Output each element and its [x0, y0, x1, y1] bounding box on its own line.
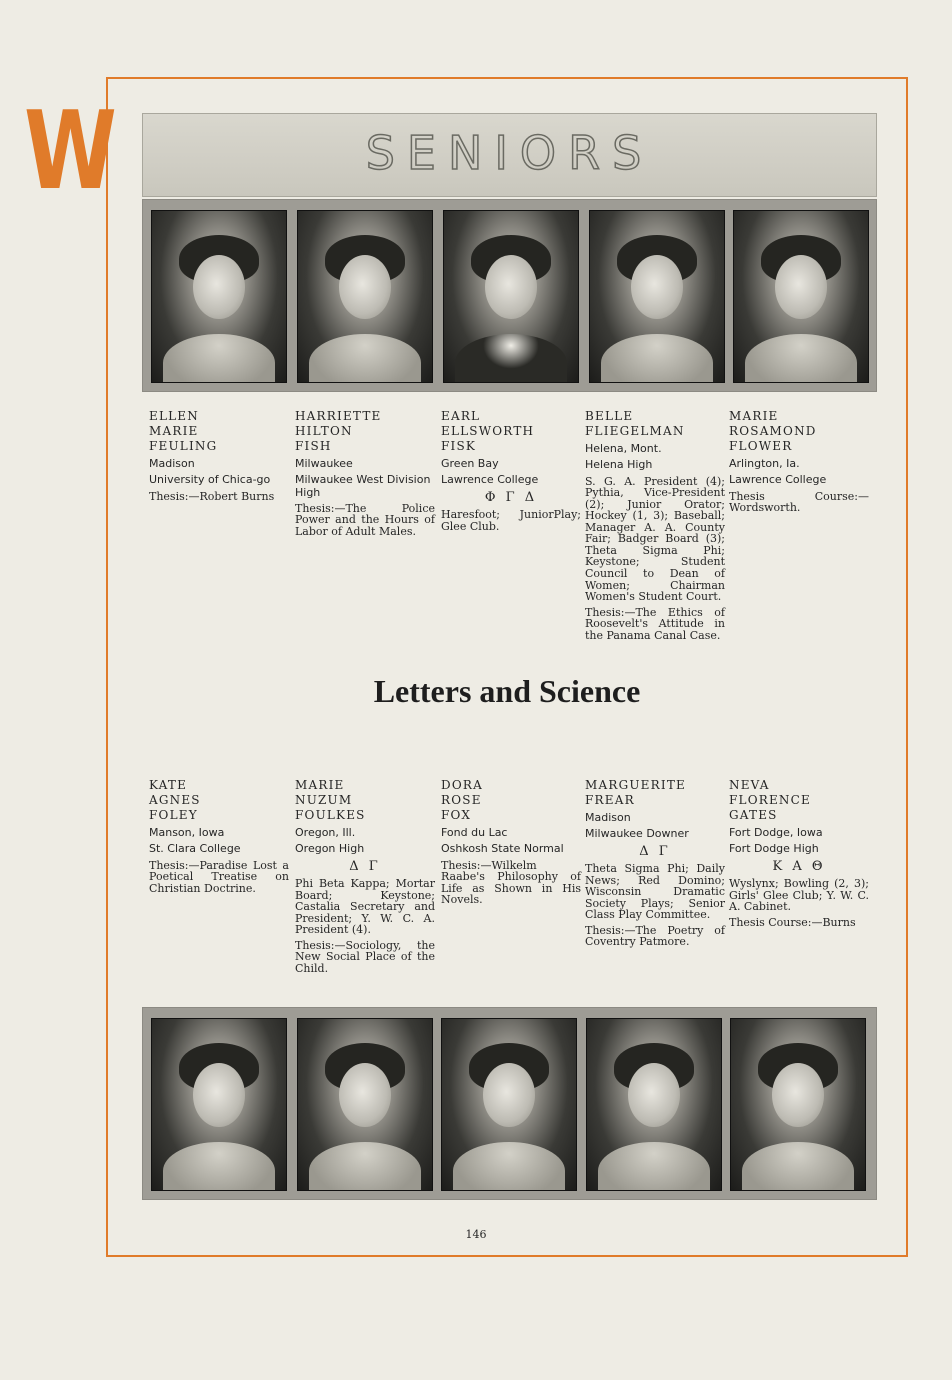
- entry-text: Thesis:—Wilkelm Raabe's Philosophy of Life as Shown in His Novels.: [441, 858, 581, 907]
- bottom-photo-strip: [142, 1007, 877, 1200]
- hometown: Fond du Lac: [441, 826, 508, 839]
- hometown: Madison: [149, 457, 195, 470]
- entry-text: S. G. A. President (4); Pythia, Vice-President (2); Junior Orator; Hockey (1, 3); Baseball; Manager A. A. County Fair; Badger Board (3); Theta Sigma Phi; Keystone; Student Council to Dean of Women; Chairman Women's Student Court.: [585, 474, 725, 604]
- prior-school: Fort Dodge High: [729, 842, 819, 856]
- fraternity-letters: Δ Γ: [639, 843, 671, 859]
- senior-entry: [729, 778, 869, 928]
- entry-text: Thesis:—The Police Power and the Hours of Labor of Adult Males.: [295, 501, 435, 539]
- senior-entry: [441, 409, 581, 532]
- hometown: Fort Dodge, Iowa: [729, 826, 823, 839]
- hometown: Milwaukee: [295, 457, 353, 470]
- entry-text: Thesis:—Paradise Lost a Poetical Treatise on Christian Doctrine.: [149, 858, 289, 895]
- prior-school: Milwaukee West Division High: [295, 473, 431, 499]
- student-name: DORA ROSE FOX: [441, 778, 483, 822]
- entry-text: Theta Sigma Phi; Daily News; Red Domino; Wisconsin Dramatic Society Plays; Senior Class Play Committee.: [585, 862, 725, 922]
- portrait-photo: [441, 1018, 577, 1191]
- senior-entry: [441, 778, 581, 906]
- portrait-photo: [443, 210, 579, 383]
- thesis-text: Thesis:—Sociology, the New Social Place of the Child.: [295, 938, 435, 975]
- prior-school: Oshkosh State Normal: [441, 842, 564, 856]
- entry-text: Phi Beta Kappa; Mortar Board; Keystone; Castalia Secretary and President; Y. W. C. A. President (4).: [295, 877, 435, 937]
- prior-school: Lawrence College: [441, 473, 539, 487]
- senior-entry: [585, 778, 725, 948]
- senior-entry: [149, 409, 289, 502]
- prior-school: Milwaukee Downer: [585, 827, 689, 841]
- seniors-banner: [142, 113, 877, 197]
- prior-school: Helena High: [585, 458, 653, 472]
- student-name: KATE AGNES FOLEY: [149, 778, 201, 822]
- senior-entry: [729, 409, 869, 514]
- prior-school: Oregon High: [295, 842, 365, 856]
- fraternity-letters: Φ Γ Δ: [484, 489, 538, 505]
- portrait-photo: [297, 210, 433, 383]
- senior-entry: [295, 778, 435, 975]
- senior-entry: [295, 409, 435, 538]
- student-name: NEVA FLORENCE GATES: [729, 778, 811, 822]
- student-name: ELLEN MARIE FEULING: [149, 409, 218, 453]
- student-name: MARGUERITE FREAR: [585, 778, 686, 807]
- entry-text: Wyslynx; Bowling (2, 3); Girls' Glee Club; Y. W. C. A. Cabinet.: [729, 877, 869, 914]
- fraternity-letters: Δ Γ: [349, 858, 381, 874]
- student-name: HARRIETTE HILTON FISH: [295, 409, 382, 453]
- w-logo: W: [24, 89, 117, 214]
- portrait-photo: [586, 1018, 722, 1191]
- prior-school: Lawrence College: [729, 473, 827, 487]
- hometown: Manson, Iowa: [149, 826, 225, 839]
- portrait-photo: [151, 210, 287, 383]
- page-number: 146: [465, 1228, 487, 1241]
- hometown: Helena, Mont.: [585, 442, 662, 455]
- hometown: Green Bay: [441, 457, 499, 470]
- banner-title: SENIORS: [365, 126, 654, 180]
- portrait-photo: [589, 210, 725, 383]
- portrait-photo: [297, 1018, 433, 1191]
- student-name: MARIE ROSAMOND FLOWER: [729, 409, 817, 453]
- hometown: Oregon, Ill.: [295, 826, 356, 839]
- prior-school: University of Chica-go: [149, 473, 271, 487]
- section-heading: Letters and Science: [373, 673, 641, 709]
- thesis-text: Thesis:—The Poetry of Coventry Patmore.: [585, 923, 725, 949]
- senior-entry: [585, 409, 725, 641]
- hometown: Madison: [585, 811, 631, 824]
- fraternity-letters: Κ Α Θ: [772, 858, 826, 874]
- thesis-text: Thesis Course:—Burns: [729, 915, 856, 929]
- prior-school: St. Clara College: [149, 842, 241, 856]
- entry-text: Haresfoot; JuniorPlay; Glee Club.: [441, 508, 581, 533]
- entry-text: Thesis Course:—Wordsworth.: [729, 489, 869, 515]
- portrait-photo: [730, 1018, 866, 1191]
- hometown: Arlington, Ia.: [729, 457, 800, 470]
- student-name: BELLE FLIEGELMAN: [585, 409, 685, 438]
- top-photo-strip: [142, 199, 877, 392]
- student-name: EARL ELLSWORTH FISK: [441, 409, 535, 453]
- student-name: MARIE NUZUM FOULKES: [295, 778, 366, 822]
- entry-text: Thesis:—Robert Burns: [149, 489, 275, 503]
- thesis-text: Thesis:—The Ethics of Roosevelt's Attitude in the Panama Canal Case.: [585, 605, 725, 642]
- portrait-photo: [733, 210, 869, 383]
- senior-entry: [149, 778, 289, 894]
- portrait-photo: [151, 1018, 287, 1191]
